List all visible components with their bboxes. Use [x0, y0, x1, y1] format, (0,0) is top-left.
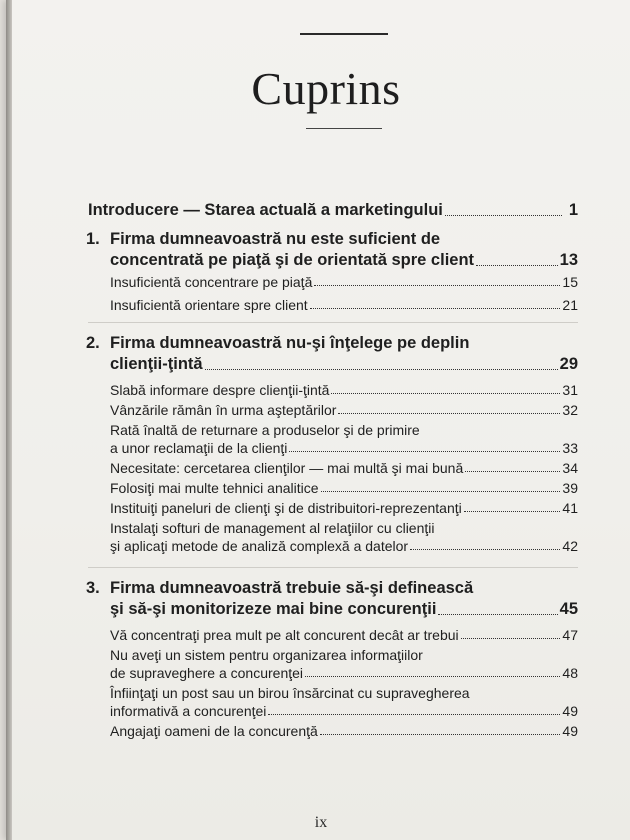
chapter-separator — [88, 322, 578, 323]
chapter-title-line2: şi să-şi monitorizeze mai bine concurenţii — [110, 600, 437, 618]
leader-dots — [464, 510, 561, 512]
leader-dots — [438, 613, 557, 615]
toc-section — [88, 459, 578, 477]
section-page: 49 — [562, 703, 578, 719]
title-rule-bottom — [306, 128, 382, 129]
section-page: 33 — [562, 440, 578, 456]
section-page: 42 — [562, 538, 578, 554]
toc-chapter-2 — [88, 333, 578, 375]
section-title: Insuficientă orientare spre client — [110, 297, 308, 313]
section-page: 32 — [562, 402, 578, 418]
chapter-title-line1: Firma dumneavoastră nu este suficient de — [110, 230, 441, 248]
section-title: Vă concentraţi prea mult pe alt concurent decât ar trebui — [110, 627, 459, 643]
leader-dots — [461, 637, 561, 639]
section-page: 47 — [562, 627, 578, 643]
toc-section — [88, 684, 578, 720]
leader-dots — [205, 368, 558, 370]
chapter-title-line2: concentrată pe piaţă şi de orientată spre client — [110, 251, 475, 269]
section-title: de supraveghere a concurenţei — [110, 665, 304, 681]
toc-chapter-3 — [88, 578, 578, 620]
section-page: 39 — [562, 480, 578, 496]
chapter-number: 1. — [86, 230, 100, 248]
chapter-page: 45 — [559, 600, 578, 618]
section-page: 49 — [562, 723, 578, 739]
toc-section — [88, 381, 578, 399]
chapter-number: 2. — [86, 334, 100, 352]
leader-dots — [331, 392, 560, 394]
toc-intro-page: 1 — [568, 201, 578, 219]
section-title: Folosiţi mai multe tehnici analitice — [110, 480, 319, 496]
leader-dots — [476, 264, 558, 266]
chapter-title-line1: Firma dumneavoastră trebuie să-şi definească — [110, 579, 474, 597]
chapter-page: 13 — [559, 251, 578, 269]
section-page: 15 — [562, 274, 578, 290]
section-page: 41 — [562, 500, 578, 516]
chapter-separator — [88, 567, 578, 568]
section-page: 34 — [562, 460, 578, 476]
page-gutter-shadow — [6, 0, 12, 840]
section-page: 48 — [562, 665, 578, 681]
toc-section — [88, 421, 578, 457]
section-page: 31 — [562, 382, 578, 398]
section-title: a unor reclamaţii de la clienţi — [110, 440, 288, 456]
toc-section — [88, 296, 578, 314]
section-title: Slabă informare despre clienţii-ţintă — [110, 382, 330, 398]
leader-dots — [310, 307, 561, 309]
leader-dots — [445, 214, 562, 216]
table-of-contents — [88, 200, 578, 740]
leader-dots — [289, 450, 560, 452]
section-title: şi aplicaţi metode de analiză complexă a datelor — [110, 538, 409, 554]
section-page: 21 — [562, 297, 578, 313]
leader-dots — [314, 284, 560, 286]
section-title-line1: Înfiinţaţi un post sau un birou însărcinat cu supravegherea — [110, 685, 470, 701]
leader-dots — [321, 490, 561, 492]
page-number: ix — [314, 814, 328, 831]
toc-section — [88, 646, 578, 682]
chapter-title-line1: Firma dumneavoastră nu-şi înţelege pe deplin — [110, 334, 470, 352]
toc-section — [88, 499, 578, 517]
leader-dots — [338, 412, 560, 414]
leader-dots — [268, 713, 560, 715]
section-title: Necesitate: cercetarea clienţilor — mai multă şi mai bună — [110, 460, 464, 476]
book-page — [6, 0, 630, 840]
section-title: Insuficientă concentrare pe piaţă — [110, 274, 313, 290]
leader-dots — [465, 470, 560, 472]
chapter-page: 29 — [559, 355, 578, 373]
section-title-line1: Rată înaltă de returnare a produselor şi de primire — [110, 422, 420, 438]
leader-dots — [305, 675, 560, 677]
toc-section — [88, 626, 578, 644]
section-title: informativă a concurenţei — [110, 703, 267, 719]
toc-section — [88, 273, 578, 291]
leader-dots — [410, 548, 560, 550]
toc-section — [88, 479, 578, 497]
toc-intro-text: Introducere — Starea actuală a marketingului — [88, 201, 443, 219]
title-rule-top — [300, 33, 388, 35]
section-title: Vânzările rămân în urma aşteptărilor — [110, 402, 337, 418]
toc-section — [88, 519, 578, 555]
leader-dots — [320, 733, 561, 735]
toc-section — [88, 722, 578, 740]
toc-chapter-1 — [88, 229, 578, 271]
toc-section — [88, 401, 578, 419]
section-title: Instituiţi paneluri de clienţi şi de distribuitori-reprezentanţi — [110, 500, 462, 516]
chapter-title-line2: clienţii-ţintă — [110, 355, 203, 373]
section-title: Angajaţi oameni de la concurenţă — [110, 723, 318, 739]
section-title-line1: Nu aveţi un sistem pentru organizarea informaţiilor — [110, 647, 423, 663]
section-title-line1: Instalaţi softuri de management al relaţiilor cu clienţii — [110, 520, 435, 536]
page-title: Cuprins — [251, 63, 401, 114]
toc-intro — [88, 200, 578, 221]
chapter-number: 3. — [86, 579, 100, 597]
